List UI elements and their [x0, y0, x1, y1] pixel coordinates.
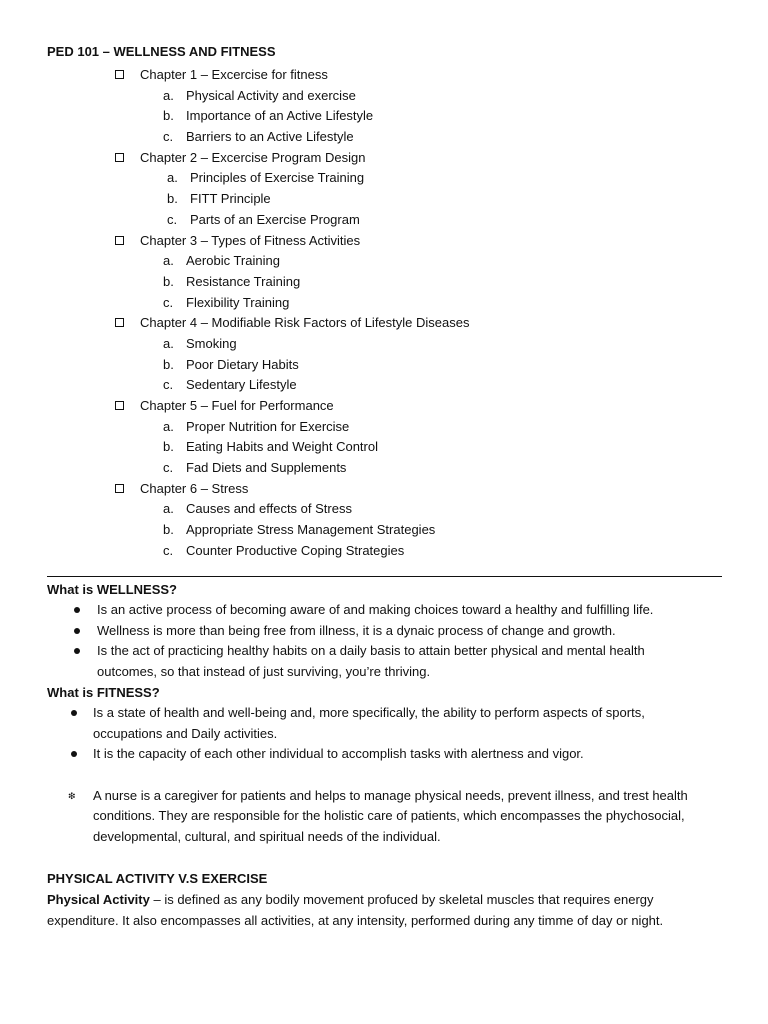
chapter-label: Chapter 3 – Types of Fitness Activities — [140, 232, 361, 248]
document-title: PED 101 – WELLNESS AND FITNESS — [47, 44, 276, 59]
subtopic-marker: b. — [163, 439, 174, 455]
subtopic-marker: c. — [163, 294, 174, 310]
bullet-text: It is the capacity of each other individual to accomplish tasks with alertness and vigor. — [93, 746, 584, 761]
subtopic-marker: a. — [163, 418, 174, 434]
bullet-text: Is the act of practicing healthy habits on a daily basis to attain better physical and mental health outcomes, so that instead of just surviving, you’re thriving. — [97, 643, 645, 679]
subtopic-item — [0, 375, 768, 396]
subtopic-item — [0, 437, 768, 458]
subtopic-item — [0, 272, 768, 293]
subtopic-item — [0, 458, 768, 479]
subtopic-text: Sedentary Lifestyle — [186, 377, 297, 393]
subtopic-marker: c. — [163, 542, 174, 558]
checkbox-bullet-icon — [115, 70, 124, 79]
physical-activity-definition — [0, 889, 707, 931]
chapter-3 — [0, 231, 768, 252]
chapter-label: Chapter 6 – Stress — [140, 480, 249, 496]
subtopic-text: Flexibility Training — [186, 294, 290, 310]
note-text: A nurse is a caregiver for patients and helps to manage physical needs, prevent illness, and trest health conditions. They are responsible for the holistic care of patients, which encompasses the phychosocial, developmental, cultural, and spiritual needs of the individual. — [93, 787, 688, 844]
subtopic-item — [0, 499, 768, 520]
subtopic-text: Smoking — [186, 335, 237, 351]
bullet-text: Is a state of health and well-being and, more specifically, the ability to perform aspects of sports, occupations and Daily activities. — [93, 705, 645, 741]
bullet-dot-icon — [74, 607, 80, 613]
subtopic-text: Aerobic Training — [186, 253, 280, 269]
subtopic-item — [0, 293, 768, 314]
subtopic-item — [0, 168, 768, 189]
subtopic-text: Resistance Training — [186, 273, 301, 289]
chapter-4 — [0, 313, 768, 334]
subtopic-item — [0, 251, 768, 272]
fitness-bullet — [0, 744, 768, 765]
chapter-6 — [0, 479, 768, 500]
definitions-section — [0, 579, 768, 931]
subtopic-text: Causes and effects of Stress — [186, 501, 352, 517]
chapter-label: Chapter 1 – Excercise for fitness — [140, 67, 328, 82]
subtopic-marker: c. — [163, 129, 174, 145]
subtopic-text: Eating Habits and Weight Control — [186, 439, 378, 455]
subtopic-text: Appropriate Stress Management Strategies — [186, 522, 436, 538]
subtopic-text: Physical Activity and exercise — [186, 87, 356, 103]
subtopic-item — [0, 86, 768, 107]
subtopic-text: Principles of Exercise Training — [190, 170, 365, 186]
subtopic-item — [0, 417, 768, 438]
subtopic-marker: a. — [163, 335, 174, 351]
wellness-bullet — [0, 641, 768, 682]
bullet-dot-icon — [74, 628, 80, 634]
subtopic-marker: b. — [167, 191, 178, 207]
bullet-dot-icon — [74, 648, 80, 654]
checkbox-bullet-icon — [115, 484, 124, 493]
subtopic-marker: b. — [163, 356, 174, 372]
subtopic-text: Counter Productive Coping Strategies — [186, 542, 405, 558]
checkbox-bullet-icon — [115, 401, 124, 410]
wellness-heading: What is WELLNESS? — [47, 582, 177, 597]
subtopic-item — [0, 355, 768, 376]
subtopic-marker: a. — [167, 170, 178, 186]
subtopic-text: Fad Diets and Supplements — [186, 460, 347, 476]
subtopic-marker: b. — [163, 108, 174, 124]
bullet-text: Wellness is more than being free from illness, it is a dynaic process of change and growth. — [97, 622, 616, 638]
section-divider — [47, 576, 722, 577]
subtopic-item — [0, 334, 768, 355]
bullet-dot-icon — [71, 751, 77, 757]
chapter-label: Chapter 5 – Fuel for Performance — [140, 398, 334, 413]
course-outline — [0, 65, 768, 562]
checkbox-bullet-icon — [115, 236, 124, 245]
subtopic-item — [0, 189, 768, 210]
subtopic-text: Importance of an Active Lifestyle — [186, 108, 374, 124]
bullet-text: Is an active process of becoming aware of and making choices toward a healthy and fulfilling life. — [97, 602, 654, 617]
subtopic-text: Proper Nutrition for Exercise — [186, 418, 350, 434]
wellness-bullet — [0, 621, 768, 642]
checkbox-bullet-icon — [115, 318, 124, 327]
subtopic-item — [0, 127, 768, 148]
subtopic-marker: b. — [163, 522, 174, 538]
fitness-heading: What is FITNESS? — [47, 685, 160, 700]
chapter-label: Chapter 4 – Modifiable Risk Factors of Lifestyle Diseases — [140, 315, 470, 331]
subtopic-item — [0, 541, 768, 562]
subtopic-text: FITT Principle — [190, 191, 271, 207]
bullet-dot-icon — [71, 710, 77, 716]
subtopic-marker: c. — [163, 377, 174, 393]
fitness-bullet — [0, 703, 768, 744]
definition-text: – is defined as any bodily movement profuced by skeletal muscles that requires energy expenditure. It also encompasses all activities, at any intensity, performed during any timme of day or night. — [47, 892, 664, 928]
pa-vs-exercise-heading: PHYSICAL ACTIVITY V.S EXERCISE — [47, 871, 268, 886]
chapter-1 — [0, 65, 768, 86]
subtopic-item — [0, 106, 768, 127]
term-label: Physical Activity — [47, 892, 150, 907]
subtopic-marker: a. — [163, 501, 174, 517]
subtopic-text: Barriers to an Active Lifestyle — [186, 129, 354, 145]
subtopic-item — [0, 520, 768, 541]
wellness-bullet — [0, 600, 768, 621]
subtopic-text: Poor Dietary Habits — [186, 356, 299, 372]
subtopic-marker: a. — [163, 87, 174, 103]
subtopic-marker: c. — [167, 211, 178, 227]
subtopic-item — [0, 210, 768, 231]
subtopic-marker: b. — [163, 273, 174, 289]
checkbox-bullet-icon — [115, 153, 124, 162]
subtopic-text: Parts of an Exercise Program — [190, 211, 360, 227]
subtopic-marker: c. — [163, 460, 174, 476]
chapter-5 — [0, 396, 768, 417]
chapter-label: Chapter 2 – Excercise Program Design — [140, 149, 366, 165]
sparkle-bullet-icon: ❇ — [68, 790, 76, 801]
nurse-note — [0, 786, 768, 848]
chapter-2 — [0, 148, 768, 169]
subtopic-marker: a. — [163, 253, 174, 269]
